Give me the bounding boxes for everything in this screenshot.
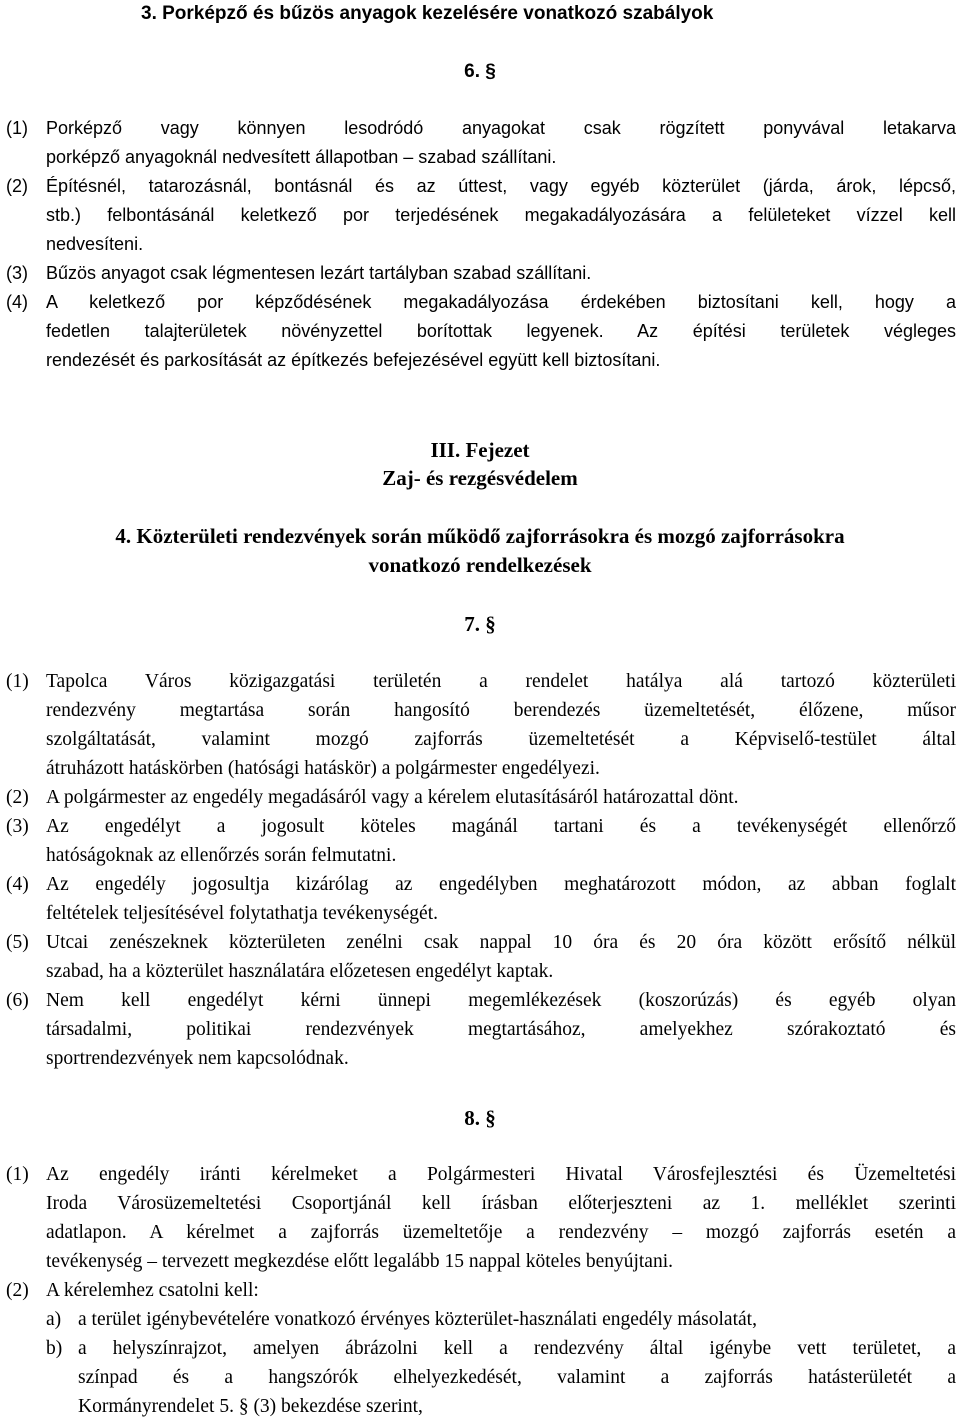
item-number: (5) xyxy=(6,932,29,953)
item-number: (4) xyxy=(6,292,28,312)
item-text-line: társadalmi, politikai rendezvények megtartásához, amelyekhez szórakoztató és xyxy=(46,1019,956,1040)
item-text-line: a helyszínrajzot, amelyen ábrázolni kell a rendezvény által igénybe vett területet, a xyxy=(78,1338,956,1359)
item-text-line: színpad és a hangszórók elhelyezkedését, valamint a zajforrás hatásterületét a xyxy=(78,1367,956,1388)
item-text-line: Bűzös anyagot csak légmentesen lezárt tartályban szabad szállítani. xyxy=(46,263,592,283)
item-text-line: feltételek teljesítésével folytathatja tevékenységét. xyxy=(46,903,438,924)
item-number: (2) xyxy=(6,787,29,808)
item-text-line: Kormányrendelet 5. § (3) bekezdése szerint, xyxy=(78,1396,423,1417)
item-number: (1) xyxy=(6,671,29,692)
item-text-line: tevékenység – tervezett megkezdése előtt legalább 15 nappal köteles benyújtani. xyxy=(46,1251,674,1272)
subitem-letter: a) xyxy=(46,1309,62,1330)
item-text-line: Utcai zenészeknek közterületen zenélni csak nappal 10 óra és 20 óra között erősítő nélkül xyxy=(46,932,956,953)
paragraph-heading: 6. § xyxy=(464,61,496,82)
item-text-line: Nem kell engedélyt kérni ünnepi megemlékezések (koszorúzás) és egyéb olyan xyxy=(46,990,956,1011)
item-number: (1) xyxy=(6,1164,29,1185)
item-text-line: A keletkező por képződésének megakadályozása érdekében biztosítani kell, hogy a xyxy=(46,292,956,312)
item-text-line: A polgármester az engedély megadásáról vagy a kérelem elutasításáról határozattal dönt. xyxy=(46,787,739,808)
item-text-line: a terület igénybevételére vonatkozó érvényes közterület-használati engedély másolatát, xyxy=(78,1309,757,1330)
paragraph-heading: 8. § xyxy=(464,1106,496,1130)
item-text-line: Az engedély jogosultja kizárólag az engedélyben meghatározott módon, az abban foglalt xyxy=(46,874,956,895)
item-number: (3) xyxy=(6,263,28,283)
item-text-line: rendezését és parkosítását az építkezés befejezésével együtt kell biztosítani. xyxy=(46,350,661,370)
chapter-number: III. Fejezet xyxy=(430,438,530,462)
item-text-line: porképző anyagoknál nedvesített állapotban – szabad szállítani. xyxy=(46,147,557,167)
item-text-line: adatlapon. A kérelmet a zajforrás üzemeltetője a rendezvény – mozgó zajforrás esetén a xyxy=(46,1222,956,1243)
item-text-line: A kérelemhez csatolni kell: xyxy=(46,1280,259,1301)
item-number: (4) xyxy=(6,874,29,895)
item-number: (2) xyxy=(6,1280,29,1301)
chapter-title: Zaj- és rezgésvédelem xyxy=(382,466,578,490)
item-text-line: rendezvény megtartása során hangosító berendezés üzemeltetését, élőzene, műsor xyxy=(46,700,956,721)
item-text-line: Építésnél, tatarozásnál, bontásnál és az úttest, vagy egyéb közterület (járda, árok, lépcső, xyxy=(46,176,956,196)
item-text-line: szabad, ha a közterület használatára előzetesen engedélyt kaptak. xyxy=(46,961,554,982)
subitem-letter: b) xyxy=(46,1338,63,1359)
item-number: (2) xyxy=(6,176,28,196)
item-text-line: hatóságoknak az ellenőrzés során felmutatni. xyxy=(46,845,397,866)
section-heading: 4. Közterületi rendezvények során működő zajforrásokra és mozgó zajforrásokra xyxy=(115,524,845,548)
item-text-line: Az engedélyt a jogosult köteles magánál tartani és a tevékenységét ellenőrző xyxy=(46,816,956,837)
section-heading: vonatkozó rendelkezések xyxy=(368,553,592,577)
item-text-line: stb.) felbontásánál keletkező por terjedésének megakadályozására a felületeket vízzel kell xyxy=(46,205,956,225)
item-number: (3) xyxy=(6,816,29,837)
item-text-line: sportrendezvények nem kapcsolódnak. xyxy=(46,1048,349,1069)
item-text-line: Tapolca Város közigazgatási területén a rendelet hatálya alá tartozó közterületi xyxy=(46,671,956,692)
item-text-line: Iroda Városüzemeltetési Csoportjánál kell írásban előterjeszteni az 1. melléklet szerinti xyxy=(46,1193,956,1214)
item-text-line: Porképző vagy könnyen lesodródó anyagokat csak rögzített ponyvával letakarva xyxy=(46,118,956,138)
item-text-line: Az engedély iránti kérelmeket a Polgármesteri Hivatal Városfejlesztési és Üzemeltetési xyxy=(46,1164,956,1185)
item-number: (1) xyxy=(6,118,28,138)
item-text-line: fedetlen talajterületek növényzettel borítottak legyenek. Az építési területek végleges xyxy=(46,321,956,341)
item-text-line: átruházott hatáskörben (hatósági hatáskör) a polgármester engedélyezi. xyxy=(46,758,600,779)
item-text-line: nedvesíteni. xyxy=(46,234,144,254)
section-heading: 3. Porképző és bűzös anyagok kezelésére vonatkozó szabályok xyxy=(141,3,714,24)
paragraph-heading: 7. § xyxy=(464,612,496,636)
item-text-line: szolgáltatását, valamint mozgó zajforrás üzemeltetését a Képviselő-testület által xyxy=(46,729,956,750)
item-number: (6) xyxy=(6,990,29,1011)
